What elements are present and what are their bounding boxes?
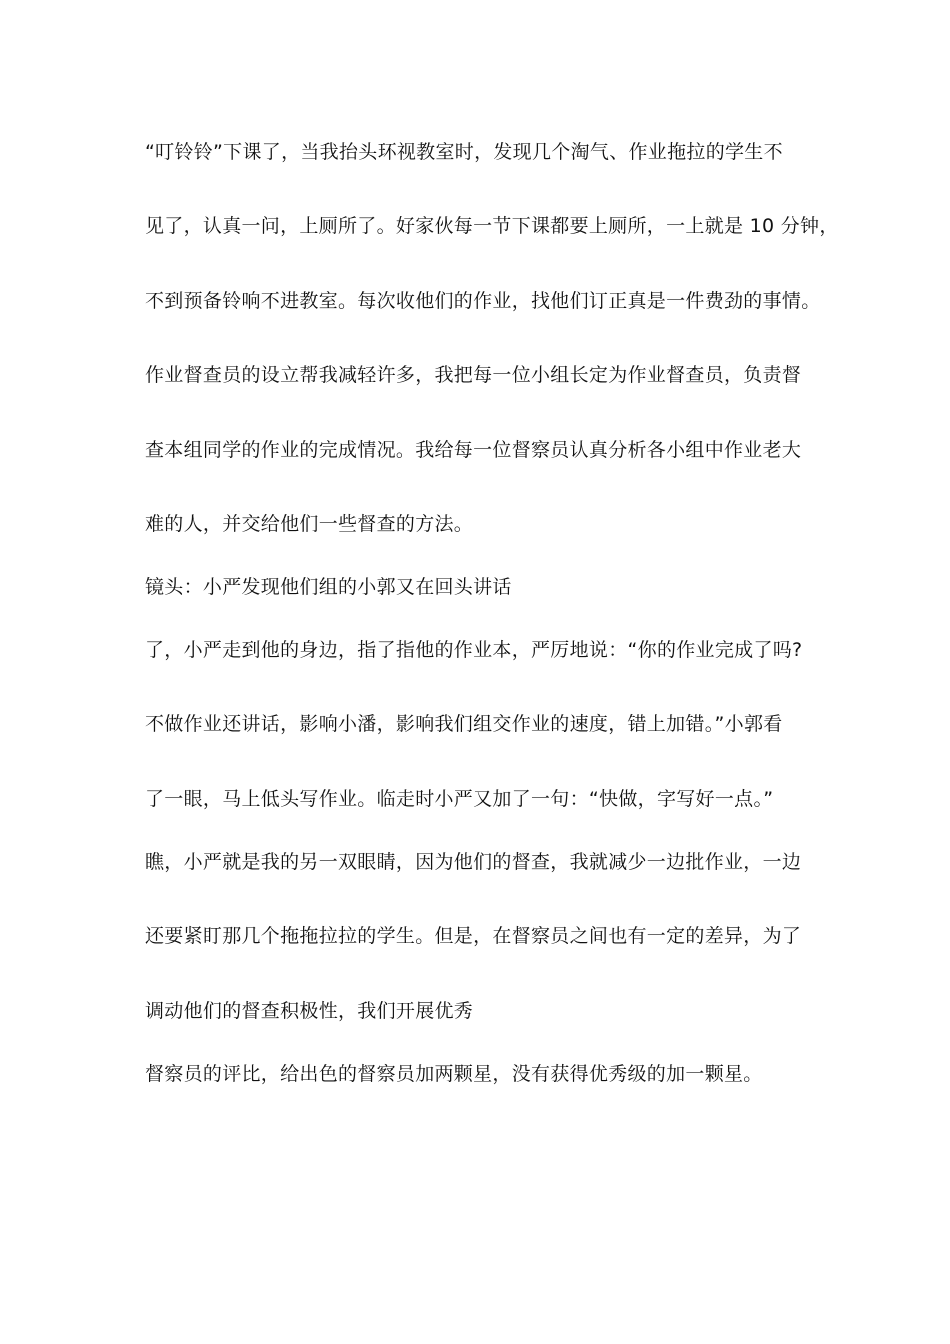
text-line: 了，小严走到他的身边，指了指他的作业本，严厉地说：“你的作业完成了吗? bbox=[145, 639, 803, 661]
text-line: 难的人，并交给他们一些督查的方法。 bbox=[145, 513, 474, 535]
text-line: 镜头：小严发现他们组的小郭又在回头讲话 bbox=[145, 576, 512, 598]
text-line: 不做作业还讲话，影响小潘，影响我们组交作业的速度，错上加错。”小郭看 bbox=[145, 713, 783, 735]
text-line: 调动他们的督查积极性，我们开展优秀 bbox=[145, 1000, 474, 1022]
text-line: 还要紧盯那几个拖拖拉拉的学生。但是，在督察员之间也有一定的差异，为了 bbox=[145, 925, 802, 947]
text-line: 作业督查员的设立帮我减轻许多，我把每一位小组长定为作业督查员，负责督 bbox=[145, 364, 802, 386]
text-line: “叮铃铃”下课了，当我抬头环视教室时，发现几个淘气、作业拖拉的学生不 bbox=[145, 141, 783, 163]
text-line: 了一眼，马上低头写作业。临走时小严又加了一句：“快做，字写好一点。” bbox=[145, 788, 774, 810]
text-line: 瞧，小严就是我的另一双眼睛，因为他们的督查，我就减少一边批作业，一边 bbox=[145, 851, 802, 873]
text-line: 见了，认真一问，上厕所了。好家伙每一节下课都要上厕所，一上就是 10 分钟， bbox=[145, 215, 839, 237]
text-line: 查本组同学的作业的完成情况。我给每一位督察员认真分析各小组中作业老大 bbox=[145, 439, 802, 461]
text-line: 不到预备铃响不进教室。每次收他们的作业，找他们订正真是一件费劲的事情。 bbox=[145, 290, 821, 312]
text-line: 督察员的评比，给出色的督察员加两颗星，没有获得优秀级的加一颗星。 bbox=[145, 1063, 763, 1085]
